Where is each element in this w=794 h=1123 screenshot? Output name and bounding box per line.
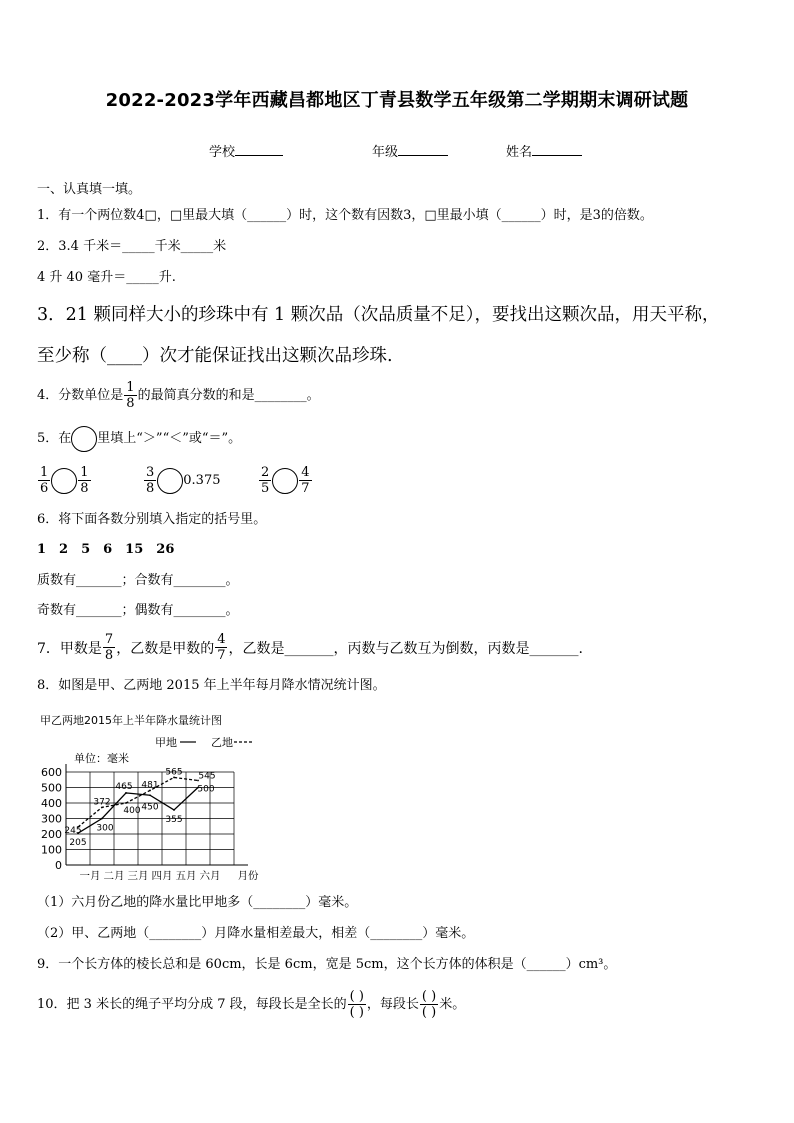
grade-field[interactable] [372, 141, 448, 160]
data-point [149, 794, 151, 796]
question-10: 10．把 3 米长的绳子平均分成 7 段，每段长是全长的 $\frac{( )}{( )}$ ，每段长 $\frac{( )}{( )}$ 米。 [37, 989, 466, 1020]
question-2a: 2．3.4 千米＝_____千米_____米 [37, 239, 227, 254]
q5-item-3: $\frac{2}{5}$ $\frac{4}{7}$ [261, 465, 310, 496]
q8-part2: （2）甲、乙两地（________）月降水量相差最大，相差（________）毫米。 [37, 926, 475, 941]
y-tick-label: 0 [55, 859, 62, 872]
data-point [101, 818, 103, 820]
data-label: 372 [93, 797, 111, 808]
data-label: 355 [165, 814, 183, 825]
data-label: 245 [64, 826, 82, 837]
q10-text-mid: ，每段长 [366, 996, 419, 1012]
name-label: 姓名 [506, 145, 533, 160]
page-title: 2022-2023学年西藏昌都地区丁青县数学五年级第二学期期末调研试题 [105, 90, 689, 111]
x-tick-label: 三月 [127, 870, 149, 880]
question-7: 7．甲数是 $\frac{7}{8}$ ，乙数是甲数的 $\frac{4}{7}$ ，乙数是_______，丙数与乙数互为倒数，丙数是_______. [37, 632, 583, 663]
grade-label: 年级 [372, 145, 399, 160]
q7-text: 7．甲数是 [37, 640, 102, 657]
compare-circle[interactable] [51, 468, 77, 494]
question-9: 9．一个长方体的棱长总和是 60cm，长是 6cm，宽是 5cm，这个长方体的体积是（______）cm³。 [37, 957, 617, 972]
data-label: 565 [165, 767, 183, 778]
fraction-1-8: $\frac{1}{8}$ [126, 380, 135, 411]
q5-item-2: $\frac{3}{8}$ 0.375 [146, 465, 221, 496]
x-tick-label: 六月 [199, 870, 221, 880]
x-tick-label: 一月 [79, 870, 101, 880]
question-8: 8．如图是甲、乙两地 2015 年上半年每月降水情况统计图。 [37, 678, 386, 693]
unit-label: 单位：毫米 [74, 752, 129, 765]
question-6: 6．将下面各数分别填入指定的括号里。 [37, 512, 267, 527]
q4-text-post: 的最简真分数的和是________。 [137, 387, 320, 403]
q6-numbers: 1 2 5 6 15 26 [37, 542, 175, 557]
question-3a: 3．21 颗同样大小的珍珠中有 1 颗次品（次品质量不足），要找出这颗次品，用天平称， [37, 305, 720, 325]
data-label: 481 [141, 780, 159, 791]
x-tick-label: 四月 [151, 870, 173, 880]
q5-item-1: $\frac{1}{6}$ $\frac{1}{8}$ [40, 465, 89, 496]
x-tick-label: 五月 [175, 870, 197, 880]
legend-yi: 乙地 [211, 736, 233, 749]
y-tick-label: 500 [41, 781, 62, 795]
data-label: 500 [197, 784, 215, 795]
data-label: 205 [69, 838, 87, 849]
q8-part1: （1）六月份乙地的降水量比甲地多（________）毫米。 [37, 895, 358, 910]
data-label: 545 [198, 771, 216, 782]
compare-circle[interactable] [272, 468, 298, 494]
y-tick-label: 600 [41, 766, 62, 779]
chart-marks [64, 767, 215, 848]
question-3b: 至少称（____）次才能保证找出这颗次品珍珠. [37, 346, 393, 366]
legend-jia: 甲地 [155, 736, 177, 749]
data-label: 465 [115, 781, 133, 792]
school-field[interactable] [209, 141, 283, 160]
data-point [173, 809, 175, 811]
data-label: 450 [141, 802, 159, 813]
q4-text: 4．分数单位是 [37, 387, 124, 403]
data-label: 300 [96, 823, 114, 834]
q10-text: 10．把 3 米长的绳子平均分成 7 段，每段长是全长的 [37, 996, 347, 1012]
y-tick-label: 300 [41, 812, 62, 826]
q7-text-2: ，乙数是甲数的 [116, 640, 215, 657]
q5-text-post: 里填上“＞”“＜”或“＝”。 [97, 431, 242, 446]
x-tick-label: 二月 [103, 870, 125, 880]
question-2b: 4 升 40 毫升＝_____升. [37, 270, 176, 285]
y-tick-label: 400 [41, 797, 62, 810]
q5-text: 5．在 [37, 431, 72, 446]
q6-primes: 质数有_______；合数有________。 [37, 573, 239, 588]
question-1: 1．有一个两位数4□，□里最大填（______）时，这个数有因数3，□里最小填（______）时，是3的倍数。 [37, 208, 653, 223]
q7-text-3: ，乙数是_______，丙数与乙数互为倒数，丙数是_______. [228, 640, 583, 657]
y-tick-label: 200 [41, 828, 62, 841]
compare-circle[interactable] [157, 468, 183, 494]
q10-text-post: 米。 [439, 996, 466, 1012]
y-tick-label: 100 [41, 843, 62, 857]
x-axis-end-label: 月份 [237, 870, 259, 880]
school-label: 学校 [209, 145, 236, 160]
decimal-value: 0.375 [183, 472, 221, 488]
data-point [125, 802, 127, 804]
question-5 [37, 426, 241, 452]
name-field[interactable] [506, 141, 582, 160]
chart-title: 甲乙两地2015年上半年降水量统计图 [40, 714, 222, 727]
section-heading: 一、认真填一填。 [37, 182, 142, 197]
data-point [125, 792, 127, 794]
data-label: 400 [123, 806, 141, 816]
answer-circle [71, 426, 97, 452]
question-4 [37, 381, 320, 410]
q6-odds: 奇数有_______；偶数有________。 [37, 603, 239, 618]
rainfall-chart [28, 710, 268, 880]
